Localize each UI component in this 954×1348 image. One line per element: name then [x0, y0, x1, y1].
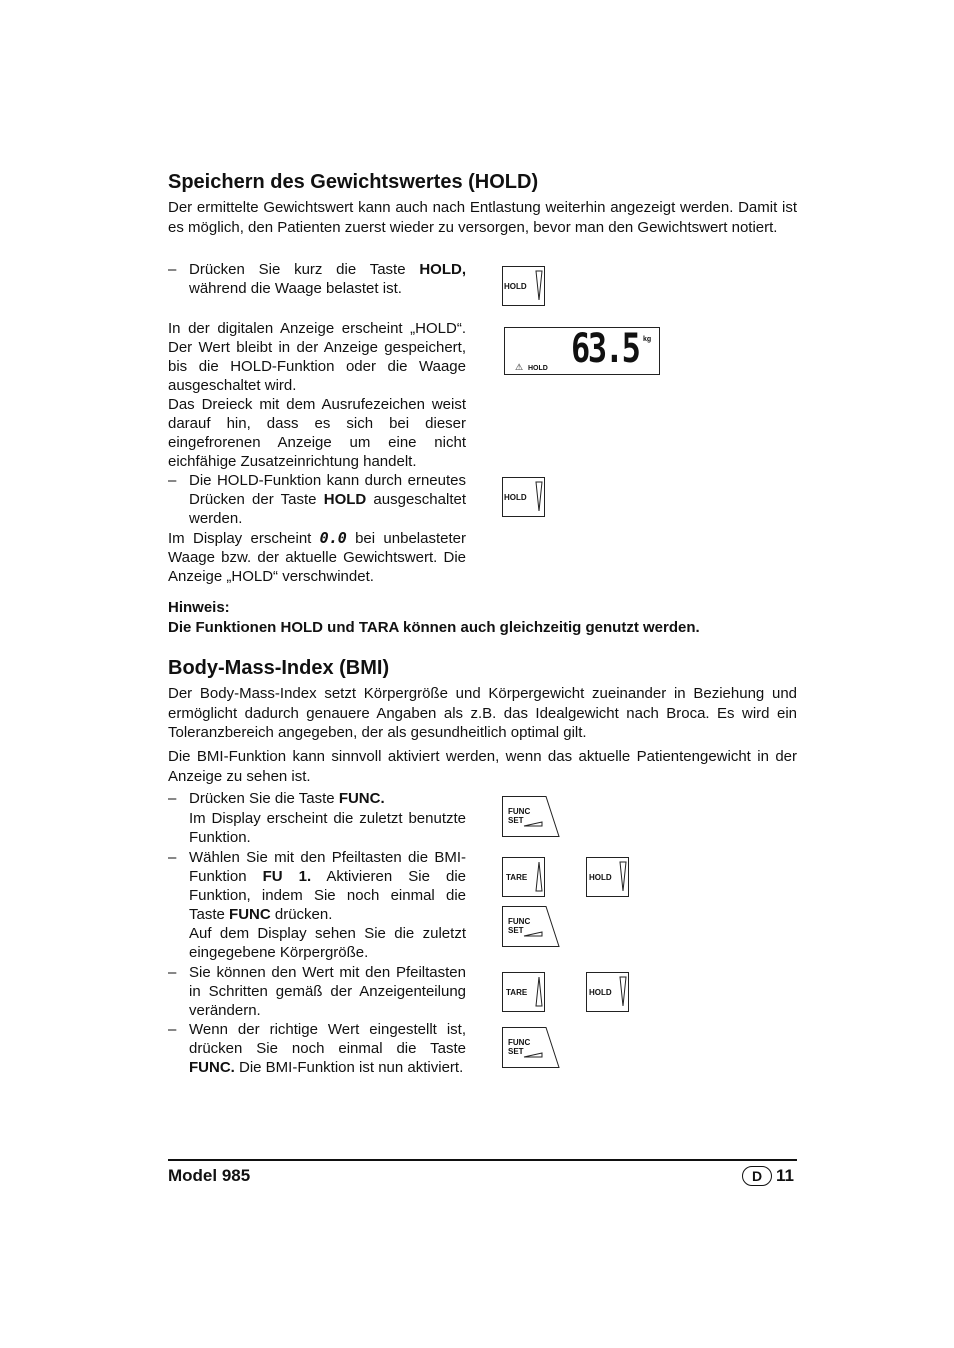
footer-page [742, 1166, 794, 1186]
hold-intro: Der ermittelte Gewichtswert kann auch nach Entlastung weiterhin angezeigt werden. Damit ist es möglich, den Patienten zuerst wieder zu versorgen, bevor man den Gewichtswert notiert. [168, 199, 797, 236]
language-badge: D [742, 1166, 772, 1186]
bullet-dash: – [168, 849, 177, 866]
note-text: Die Funktionen HOLD und TARA können auch gleichzeitig genutzt werden. [168, 619, 700, 636]
note-title: Hinweis: [168, 599, 230, 616]
bmi-step-2: Wählen Sie mit den Pfeiltasten die BMI-Funktion FU 1. Aktivieren Sie die Funktion, indem Sie noch einmal die Taste FUNC drücken. [189, 849, 466, 923]
bmi-step-1-sub: Im Display erscheint die zuletzt benutzte Funktion. [189, 810, 466, 846]
bmi-step-1: Drücken Sie die Taste FUNC. [189, 790, 385, 807]
weight-display [504, 327, 660, 375]
bmi-intro-1: Der Body-Mass-Index setzt Körpergröße und Körpergewicht zueinander in Beziehung und ermöglicht dadurch genauere Angaben als z.B. das Idealgewicht nach Broca. Es wird ein Toleranzbereich angegeben, der als gesundheitlich optimal gilt. [168, 685, 797, 741]
hold-para-1: In der digitalen Anzeige erscheint „HOLD“. Der Wert bleibt in der Anzeige gespeichert, bis die HOLD-Funktion oder die Waage ausgeschaltet wird. [168, 320, 466, 394]
hold-key-image: HOLD [502, 266, 546, 306]
func-set-key-image: FUNC SET [502, 1027, 560, 1069]
func-set-key-image: FUNC SET [502, 906, 560, 948]
hold-para-3: Im Display erscheint 0.0 bei unbelasteter Waage bzw. der aktuelle Gewichtswert. Die Anzeige „HOLD“ verschwindet. [168, 529, 466, 585]
footer-rule [168, 1159, 797, 1161]
hold-key-image: HOLD [586, 972, 630, 1012]
bullet-dash: – [168, 964, 177, 981]
tare-key-image: TARE [502, 857, 546, 897]
bullet-dash: – [168, 472, 177, 489]
section-title-hold: Speichern des Gewichtswertes (HOLD) [168, 171, 539, 193]
hold-key-image: HOLD [502, 477, 546, 517]
func-set-key-image: FUNC SET [502, 796, 560, 838]
hold-para-2: Das Dreieck mit dem Ausrufezeichen weist darauf hin, dass es sich bei dieser eingefrorenen Anzeige um eine nicht eichfähige Zusatzeinrichtung handelt. [168, 396, 466, 470]
bmi-step-4: Wenn der richtige Wert eingestellt ist, drücken Sie noch einmal die Taste FUNC. Die BMI-Funktion ist nun aktiviert. [189, 1021, 466, 1076]
bmi-step-3: Sie können den Wert mit den Pfeiltasten in Schritten gemäß der Anzeigenteilung verändern. [189, 964, 466, 1019]
section-title-bmi: Body-Mass-Index (BMI) [168, 657, 390, 679]
zero-display-code: 0.0 [319, 529, 347, 547]
tare-key-image: TARE [502, 972, 546, 1012]
display-hold-label: HOLD [528, 365, 548, 372]
warning-triangle-icon: ⚠ [515, 362, 524, 372]
display-unit: kg [643, 336, 652, 343]
bmi-step-2-sub: Auf dem Display sehen Sie die zuletzt eingegebene Körpergröße. [189, 925, 466, 961]
hold-step-1: Drücken Sie kurz die Taste HOLD, während die Waage belastet ist. [189, 261, 466, 297]
footer-model: Model 985 [168, 1166, 251, 1185]
bmi-intro-2: Die BMI-Funktion kann sinnvoll aktiviert werden, wenn das aktuelle Patientengewicht in der Anzeige zu sehen ist. [168, 748, 797, 785]
display-value: 63.5 [571, 326, 639, 372]
hold-key-image: HOLD [586, 857, 630, 897]
bullet-dash: – [168, 1021, 177, 1038]
hold-step-2: Die HOLD-Funktion kann durch erneutes Drücken der Taste HOLD ausgeschaltet werden. [189, 472, 467, 527]
page-number: 11 [776, 1166, 794, 1185]
bullet-dash: – [168, 261, 177, 278]
bullet-dash: – [168, 790, 177, 807]
